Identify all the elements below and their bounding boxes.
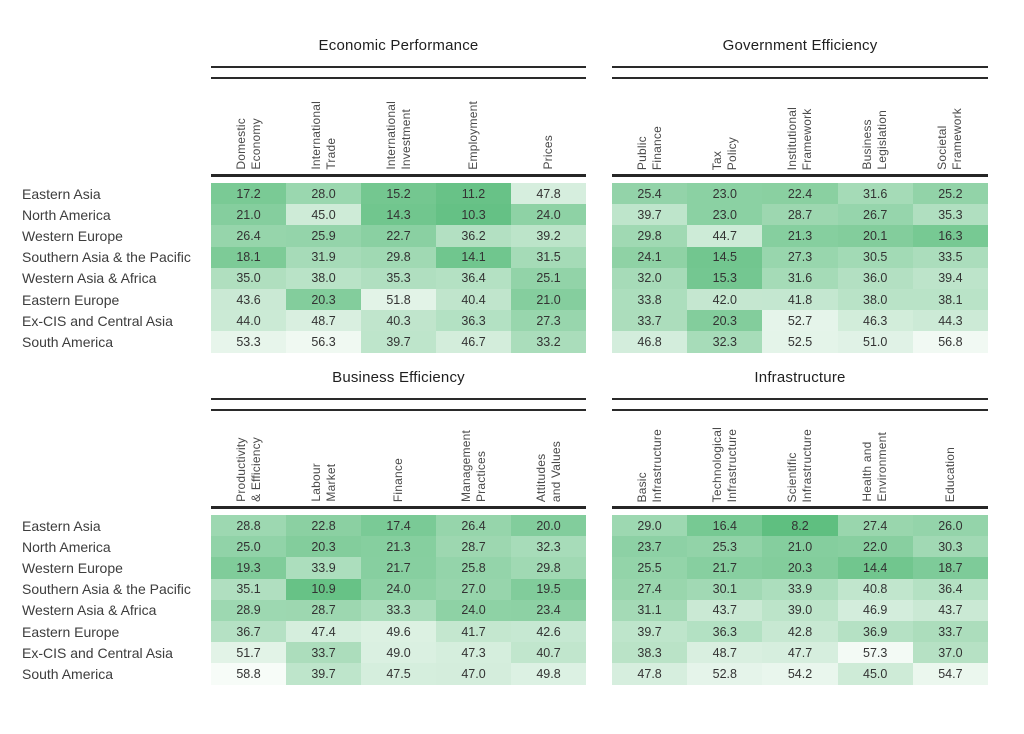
- column-header: [913, 79, 988, 174]
- heatmap-cell: 36.3: [436, 310, 511, 331]
- heatmap-cell: 39.7: [361, 331, 436, 352]
- heatmap-cell: 28.0: [286, 183, 361, 204]
- heatmap-cell: 28.9: [211, 600, 286, 621]
- heatmap-cell: 33.7: [612, 310, 687, 331]
- table-row: [612, 204, 988, 225]
- table-row: [211, 268, 586, 289]
- heatmap-cell: 33.2: [511, 331, 586, 352]
- heatmap-cell: 33.8: [612, 289, 687, 310]
- column-header: [286, 411, 361, 506]
- heatmap-cell: 31.6: [762, 268, 837, 289]
- heatmap-cell: 58.8: [211, 663, 286, 684]
- panel-economic-performance: [211, 36, 586, 353]
- column-header: [687, 411, 762, 506]
- heatmap-grid: [612, 515, 988, 685]
- column-header: [436, 411, 511, 506]
- heatmap-cell: 27.0: [436, 579, 511, 600]
- column-header-label: Institutional Framework: [785, 106, 814, 170]
- heatmap-cell: 24.0: [511, 204, 586, 225]
- heatmap-cell: 40.4: [436, 289, 511, 310]
- heatmap-cell: 23.0: [687, 183, 762, 204]
- heatmap-cell: 36.4: [436, 268, 511, 289]
- region-label: Western Asia & Africa: [22, 270, 157, 287]
- heatmap-cell: 26.4: [436, 515, 511, 536]
- heatmap-cell: 48.7: [286, 310, 361, 331]
- heatmap-cell: 39.2: [511, 225, 586, 246]
- heatmap-cell: 56.8: [913, 331, 988, 352]
- heatmap-cell: 21.7: [687, 557, 762, 578]
- heatmap-cell: 48.7: [687, 642, 762, 663]
- column-header-label: Public Finance: [634, 125, 664, 170]
- column-header: [361, 411, 436, 506]
- heatmap-cell: 30.1: [687, 579, 762, 600]
- heatmap-cell: 31.1: [612, 600, 687, 621]
- heatmap-cell: 21.0: [511, 289, 586, 310]
- heatmap-cell: 56.3: [286, 331, 361, 352]
- heatmap-cell: 15.3: [687, 268, 762, 289]
- region-label: Eastern Europe: [22, 291, 120, 308]
- column-header-label: Tax Policy: [709, 136, 739, 170]
- heatmap-cell: 38.3: [612, 642, 687, 663]
- heatmap-cell: 22.0: [838, 536, 913, 557]
- heatmap-cell: 23.0: [687, 204, 762, 225]
- table-row: [211, 557, 586, 578]
- heatmap-cell: 38.0: [838, 289, 913, 310]
- column-header: [211, 411, 286, 506]
- heatmap-cell: 25.8: [436, 557, 511, 578]
- heatmap-cell: 20.0: [511, 515, 586, 536]
- heatmap-cell: 39.7: [612, 204, 687, 225]
- heatmap-cell: 42.6: [511, 621, 586, 642]
- heatmap-cell: 51.8: [361, 289, 436, 310]
- heatmap-cell: 21.0: [762, 536, 837, 557]
- heatmap-cell: 19.3: [211, 557, 286, 578]
- heatmap-cell: 28.8: [211, 515, 286, 536]
- heatmap-cell: 35.0: [211, 268, 286, 289]
- heatmap-cell: 21.3: [361, 536, 436, 557]
- column-header: [838, 411, 913, 506]
- region-label: South America: [22, 665, 114, 682]
- heatmap-cell: 38.1: [913, 289, 988, 310]
- table-row: [211, 225, 586, 246]
- heatmap-cell: 39.0: [762, 600, 837, 621]
- region-label: Ex-CIS and Central Asia: [22, 312, 173, 329]
- column-header-label: Scientific Infrastructure: [785, 428, 814, 502]
- header-divider: [211, 174, 586, 177]
- region-label: Eastern Asia: [22, 185, 101, 202]
- panel-government-efficiency: [612, 36, 988, 353]
- table-row: [211, 310, 586, 331]
- panel-business-efficiency: [211, 368, 586, 685]
- title-divider: [211, 66, 586, 79]
- heatmap-cell: 43.7: [687, 600, 762, 621]
- heatmap-cell: 41.8: [762, 289, 837, 310]
- heatmap-cell: 54.7: [913, 663, 988, 684]
- heatmap-cell: 45.0: [286, 204, 361, 225]
- region-label: Eastern Europe: [22, 623, 120, 640]
- region-label: Ex-CIS and Central Asia: [22, 644, 173, 661]
- heatmap-cell: 29.8: [361, 247, 436, 268]
- region-label: North America: [22, 206, 111, 223]
- heatmap-cell: 29.0: [612, 515, 687, 536]
- column-headers: [612, 79, 988, 174]
- heatmap-cell: 18.7: [913, 557, 988, 578]
- heatmap-cell: 41.7: [436, 621, 511, 642]
- column-header: [211, 79, 286, 174]
- heatmap-cell: 14.4: [838, 557, 913, 578]
- heatmap-cell: 30.3: [913, 536, 988, 557]
- heatmap-cell: 18.1: [211, 247, 286, 268]
- heatmap-cell: 39.4: [913, 268, 988, 289]
- heatmap-cell: 32.0: [612, 268, 687, 289]
- region-label: North America: [22, 538, 111, 555]
- column-header: [838, 79, 913, 174]
- title-divider: [612, 398, 988, 411]
- heatmap-cell: 36.4: [913, 579, 988, 600]
- column-header-label: Prices: [541, 135, 555, 170]
- heatmap-cell: 27.4: [612, 579, 687, 600]
- heatmap-cell: 19.5: [511, 579, 586, 600]
- heatmap-cell: 24.1: [612, 247, 687, 268]
- heatmap-grid: [612, 183, 988, 353]
- region-label: South America: [22, 333, 114, 350]
- heatmap-cell: 46.9: [838, 600, 913, 621]
- region-label: Western Asia & Africa: [22, 602, 157, 619]
- heatmap-cell: 46.8: [612, 331, 687, 352]
- table-row: [612, 225, 988, 246]
- heatmap-cell: 44.3: [913, 310, 988, 331]
- region-label: Southern Asia & the Pacific: [22, 249, 191, 266]
- heatmap-cell: 51.0: [838, 331, 913, 352]
- heatmap-cell: 40.8: [838, 579, 913, 600]
- table-row: [211, 621, 586, 642]
- table-row: [211, 515, 586, 536]
- heatmap-cell: 16.4: [687, 515, 762, 536]
- heatmap-cell: 8.2: [762, 515, 837, 536]
- heatmap-cell: 39.7: [286, 663, 361, 684]
- table-row: [612, 600, 988, 621]
- heatmap-cell: 35.3: [361, 268, 436, 289]
- heatmap-cell: 38.0: [286, 268, 361, 289]
- table-row: [211, 183, 586, 204]
- heatmap-cell: 33.9: [286, 557, 361, 578]
- heatmap-cell: 20.3: [687, 310, 762, 331]
- column-header-label: Business Legislation: [860, 110, 890, 170]
- region-label: Western Europe: [22, 559, 123, 576]
- panel-title: Business Efficiency: [332, 369, 465, 386]
- column-header: [762, 79, 837, 174]
- table-row: [612, 247, 988, 268]
- column-header-label: Finance: [391, 457, 405, 502]
- column-header-label: Labour Market: [308, 463, 338, 502]
- column-header: [436, 79, 511, 174]
- heatmap-cell: 43.6: [211, 289, 286, 310]
- panel-infrastructure: [612, 368, 988, 685]
- heatmap-cell: 10.9: [286, 579, 361, 600]
- heatmap-cell: 28.7: [436, 536, 511, 557]
- heatmap-cell: 10.3: [436, 204, 511, 225]
- column-header: [762, 411, 837, 506]
- region-label: Southern Asia & the Pacific: [22, 581, 191, 598]
- column-header: [361, 79, 436, 174]
- heatmap-cell: 25.4: [612, 183, 687, 204]
- heatmap-cell: 23.4: [511, 600, 586, 621]
- heatmap-cell: 47.3: [436, 642, 511, 663]
- table-row: [211, 204, 586, 225]
- column-header-label: Health and Environment: [860, 432, 890, 502]
- table-row: [612, 642, 988, 663]
- heatmap-cell: 31.5: [511, 247, 586, 268]
- heatmap-cell: 43.7: [913, 600, 988, 621]
- heatmap-cell: 44.7: [687, 225, 762, 246]
- heatmap-cell: 26.0: [913, 515, 988, 536]
- heatmap-cell: 42.0: [687, 289, 762, 310]
- table-row: [211, 247, 586, 268]
- table-row: [612, 536, 988, 557]
- heatmap-cell: 22.4: [762, 183, 837, 204]
- table-row: [612, 183, 988, 204]
- heatmap-cell: 49.6: [361, 621, 436, 642]
- heatmap-cell: 27.3: [762, 247, 837, 268]
- heatmap-cell: 36.0: [838, 268, 913, 289]
- heatmap-cell: 24.0: [361, 579, 436, 600]
- heatmap-cell: 31.9: [286, 247, 361, 268]
- column-header-label: Societal Framework: [935, 108, 965, 170]
- heatmap-cell: 35.1: [211, 579, 286, 600]
- heatmap-cell: 25.9: [286, 225, 361, 246]
- heatmap-cell: 25.0: [211, 536, 286, 557]
- heatmap-cell: 57.3: [838, 642, 913, 663]
- header-divider: [612, 506, 988, 509]
- heatmap-cell: 47.4: [286, 621, 361, 642]
- heatmap-cell: 25.5: [612, 557, 687, 578]
- heatmap-cell: 33.7: [913, 621, 988, 642]
- region-label: Western Europe: [22, 227, 123, 244]
- heatmap-cell: 21.3: [762, 225, 837, 246]
- heatmap-cell: 29.8: [511, 557, 586, 578]
- table-row: [612, 515, 988, 536]
- heatmap-cell: 53.3: [211, 331, 286, 352]
- heatmap-cell: 17.4: [361, 515, 436, 536]
- heatmap-cell: 22.8: [286, 515, 361, 536]
- heatmap-cell: 33.5: [913, 247, 988, 268]
- heatmap-cell: 40.3: [361, 310, 436, 331]
- table-row: [612, 579, 988, 600]
- heatmap-cell: 30.5: [838, 247, 913, 268]
- heatmap-cell: 36.7: [211, 621, 286, 642]
- header-divider: [211, 506, 586, 509]
- column-header-label: Employment: [466, 101, 480, 170]
- table-row: [211, 331, 586, 352]
- column-header: [612, 79, 687, 174]
- heatmap-cell: 21.0: [211, 204, 286, 225]
- heatmap-cell: 14.5: [687, 247, 762, 268]
- heatmap-cell: 27.4: [838, 515, 913, 536]
- heatmap-cell: 11.2: [436, 183, 511, 204]
- column-header: [687, 79, 762, 174]
- column-headers: [211, 79, 586, 174]
- column-header-label: Education: [942, 446, 957, 502]
- heatmap-cell: 14.3: [361, 204, 436, 225]
- heatmap-grid: [211, 183, 586, 353]
- heatmap-cell: 16.3: [913, 225, 988, 246]
- column-header-label: Domestic Economy: [233, 118, 263, 170]
- column-header-label: Technological Infrastructure: [709, 426, 739, 502]
- region-labels-bottom: [22, 515, 212, 685]
- column-header: [913, 411, 988, 506]
- heatmap-cell: 51.7: [211, 642, 286, 663]
- column-header-label: Attitudes and Values: [533, 440, 563, 502]
- heatmap-cell: 49.0: [361, 642, 436, 663]
- panel-title: Government Efficiency: [722, 37, 878, 54]
- column-header: [511, 79, 586, 174]
- column-header: [286, 79, 361, 174]
- heatmap-cell: 31.6: [838, 183, 913, 204]
- heatmap-cell: 35.3: [913, 204, 988, 225]
- panel-title: Economic Performance: [318, 37, 479, 54]
- heatmap-cell: 17.2: [211, 183, 286, 204]
- column-header-label: Management Practices: [458, 429, 488, 502]
- heatmap-cell: 44.0: [211, 310, 286, 331]
- heatmap-cell: 33.7: [286, 642, 361, 663]
- heatmap-cell: 37.0: [913, 642, 988, 663]
- column-header: [612, 411, 687, 506]
- heatmap-cell: 29.8: [612, 225, 687, 246]
- column-headers: [211, 411, 586, 506]
- heatmap-cell: 20.3: [286, 536, 361, 557]
- heatmap-cell: 20.3: [286, 289, 361, 310]
- title-divider: [612, 66, 988, 79]
- column-header-label: Basic Infrastructure: [634, 428, 664, 502]
- table-row: [211, 663, 586, 684]
- heatmap-cell: 21.7: [361, 557, 436, 578]
- title-divider: [211, 398, 586, 411]
- heatmap-cell: 40.7: [511, 642, 586, 663]
- table-row: [211, 536, 586, 557]
- heatmap-cell: 22.7: [361, 225, 436, 246]
- heatmap-cell: 52.7: [762, 310, 837, 331]
- heatmap-cell: 47.5: [361, 663, 436, 684]
- heatmap-cell: 52.5: [762, 331, 837, 352]
- heatmap-cell: 25.1: [511, 268, 586, 289]
- table-row: [612, 621, 988, 642]
- heatmap-cell: 25.2: [913, 183, 988, 204]
- table-row: [612, 331, 988, 352]
- panel-title: Infrastructure: [754, 369, 846, 386]
- heatmap-cell: 23.7: [612, 536, 687, 557]
- table-row: [612, 310, 988, 331]
- column-header: [511, 411, 586, 506]
- heatmap-cell: 36.3: [687, 621, 762, 642]
- heatmap-cell: 47.8: [612, 663, 687, 684]
- heatmap-cell: 28.7: [762, 204, 837, 225]
- heatmap-cell: 45.0: [838, 663, 913, 684]
- table-row: [612, 663, 988, 684]
- heatmap-cell: 14.1: [436, 247, 511, 268]
- table-row: [612, 289, 988, 310]
- header-divider: [612, 174, 988, 177]
- heatmap-cell: 52.8: [687, 663, 762, 684]
- heatmap-cell: 20.3: [762, 557, 837, 578]
- heatmap-cell: 15.2: [361, 183, 436, 204]
- heatmap-cell: 46.3: [838, 310, 913, 331]
- heatmap-cell: 36.9: [838, 621, 913, 642]
- column-header-label: International Trade: [308, 101, 338, 170]
- table-row: [612, 268, 988, 289]
- heatmap-cell: 33.3: [361, 600, 436, 621]
- table-row: [211, 600, 586, 621]
- heatmap-cell: 47.8: [511, 183, 586, 204]
- heatmap-cell: 25.3: [687, 536, 762, 557]
- table-row: [211, 642, 586, 663]
- heatmap-cell: 47.0: [436, 663, 511, 684]
- heatmap-cell: 32.3: [511, 536, 586, 557]
- heatmap-cell: 54.2: [762, 663, 837, 684]
- heatmap-cell: 33.9: [762, 579, 837, 600]
- column-headers: [612, 411, 988, 506]
- heatmap-cell: 39.7: [612, 621, 687, 642]
- table-row: [211, 289, 586, 310]
- region-label: Eastern Asia: [22, 517, 101, 534]
- heatmap-cell: 42.8: [762, 621, 837, 642]
- heatmap-cell: 47.7: [762, 642, 837, 663]
- table-row: [211, 579, 586, 600]
- heatmap-cell: 32.3: [687, 331, 762, 352]
- heatmap-cell: 26.7: [838, 204, 913, 225]
- region-labels-top: [22, 183, 212, 353]
- column-header-label: Productivity & Efficiency: [233, 437, 263, 502]
- column-header-label: International Investment: [383, 101, 413, 170]
- heatmap-cell: 24.0: [436, 600, 511, 621]
- heatmap-cell: 49.8: [511, 663, 586, 684]
- heatmap-cell: 36.2: [436, 225, 511, 246]
- heatmap-cell: 46.7: [436, 331, 511, 352]
- table-row: [612, 557, 988, 578]
- heatmap-cell: 20.1: [838, 225, 913, 246]
- heatmap-cell: 28.7: [286, 600, 361, 621]
- heatmap-grid: [211, 515, 586, 685]
- heatmap-cell: 26.4: [211, 225, 286, 246]
- heatmap-cell: 27.3: [511, 310, 586, 331]
